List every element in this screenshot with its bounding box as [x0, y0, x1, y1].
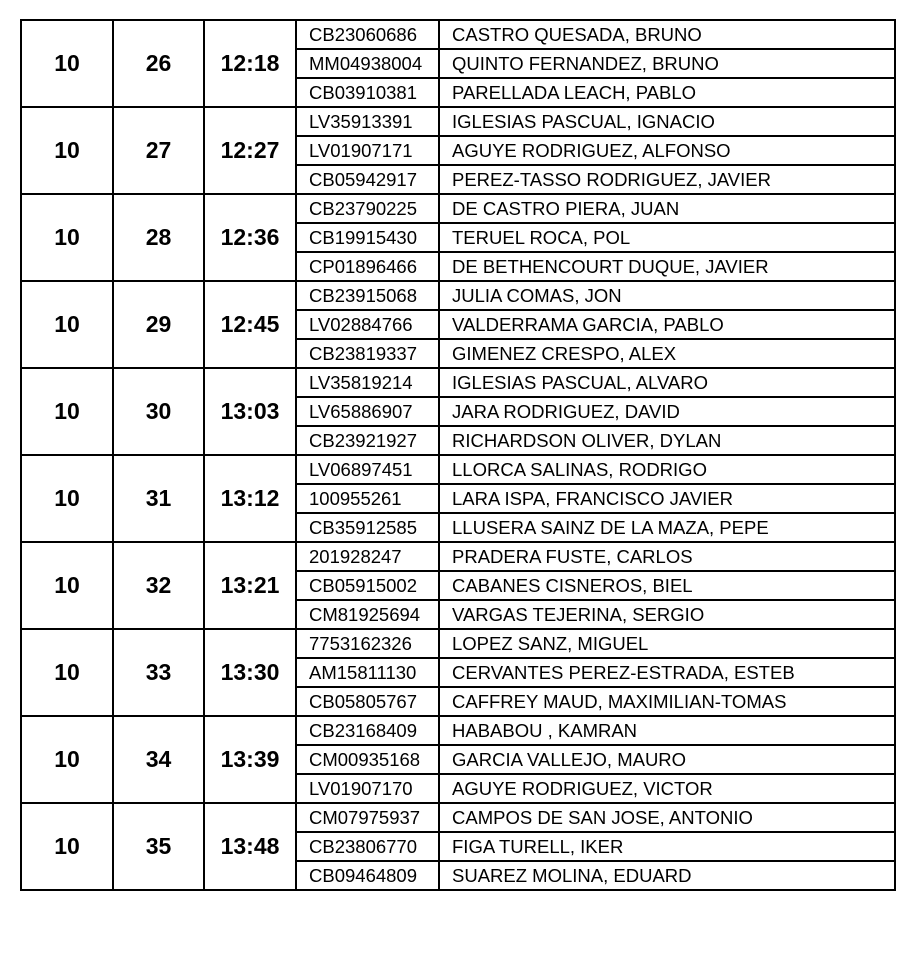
license-id-cell: MM04938004: [296, 49, 439, 78]
table-row: [21, 368, 895, 397]
time-cell: 13:48: [204, 803, 296, 890]
table-row: [21, 803, 895, 832]
player-name-cell: VARGAS TEJERINA, SERGIO: [439, 600, 895, 629]
player-name-cell: SUAREZ MOLINA, EDUARD: [439, 861, 895, 890]
player-name-cell: FIGA TURELL, IKER: [439, 832, 895, 861]
license-id-cell: CB05942917: [296, 165, 439, 194]
group-number-cell: 10: [21, 107, 113, 194]
license-id-cell: CB23915068: [296, 281, 439, 310]
license-id-cell: CB23819337: [296, 339, 439, 368]
time-cell: 12:45: [204, 281, 296, 368]
entry-number-cell: 27: [113, 107, 204, 194]
time-cell: 13:30: [204, 629, 296, 716]
license-id-cell: LV06897451: [296, 455, 439, 484]
license-id-cell: CB23921927: [296, 426, 439, 455]
license-id-cell: LV01907171: [296, 136, 439, 165]
table-row: [21, 542, 895, 571]
license-id-cell: CB23806770: [296, 832, 439, 861]
player-name-cell: PRADERA FUSTE, CARLOS: [439, 542, 895, 571]
player-name-cell: LARA ISPA, FRANCISCO JAVIER: [439, 484, 895, 513]
group-number-cell: 10: [21, 803, 113, 890]
license-id-cell: CB23790225: [296, 194, 439, 223]
player-name-cell: PARELLADA LEACH, PABLO: [439, 78, 895, 107]
player-name-cell: HABABOU , KAMRAN: [439, 716, 895, 745]
entry-number-cell: 34: [113, 716, 204, 803]
player-name-cell: TERUEL ROCA, POL: [439, 223, 895, 252]
license-id-cell: CB05805767: [296, 687, 439, 716]
time-cell: 13:21: [204, 542, 296, 629]
schedule-body: [21, 20, 895, 890]
player-name-cell: DE BETHENCOURT DUQUE, JAVIER: [439, 252, 895, 281]
table-row: [21, 20, 895, 49]
license-id-cell: 201928247: [296, 542, 439, 571]
table-row: [21, 194, 895, 223]
time-cell: 12:36: [204, 194, 296, 281]
schedule-table: [20, 19, 896, 891]
license-id-cell: AM15811130: [296, 658, 439, 687]
time-cell: 13:12: [204, 455, 296, 542]
license-id-cell: LV35913391: [296, 107, 439, 136]
license-id-cell: CB09464809: [296, 861, 439, 890]
player-name-cell: IGLESIAS PASCUAL, IGNACIO: [439, 107, 895, 136]
table-row: [21, 455, 895, 484]
player-name-cell: LLUSERA SAINZ DE LA MAZA, PEPE: [439, 513, 895, 542]
entry-number-cell: 29: [113, 281, 204, 368]
group-number-cell: 10: [21, 542, 113, 629]
license-id-cell: CB05915002: [296, 571, 439, 600]
license-id-cell: 7753162326: [296, 629, 439, 658]
player-name-cell: IGLESIAS PASCUAL, ALVARO: [439, 368, 895, 397]
player-name-cell: JARA RODRIGUEZ, DAVID: [439, 397, 895, 426]
player-name-cell: GIMENEZ CRESPO, ALEX: [439, 339, 895, 368]
player-name-cell: CAFFREY MAUD, MAXIMILIAN-TOMAS: [439, 687, 895, 716]
group-number-cell: 10: [21, 20, 113, 107]
entry-number-cell: 26: [113, 20, 204, 107]
table-row: [21, 629, 895, 658]
player-name-cell: CERVANTES PEREZ-ESTRADA, ESTEB: [439, 658, 895, 687]
time-cell: 12:27: [204, 107, 296, 194]
license-id-cell: LV02884766: [296, 310, 439, 339]
entry-number-cell: 35: [113, 803, 204, 890]
player-name-cell: JULIA COMAS, JON: [439, 281, 895, 310]
player-name-cell: AGUYE RODRIGUEZ, ALFONSO: [439, 136, 895, 165]
entry-number-cell: 28: [113, 194, 204, 281]
time-cell: 12:18: [204, 20, 296, 107]
player-name-cell: PEREZ-TASSO RODRIGUEZ, JAVIER: [439, 165, 895, 194]
entry-number-cell: 33: [113, 629, 204, 716]
license-id-cell: CM07975937: [296, 803, 439, 832]
table-row: [21, 716, 895, 745]
group-number-cell: 10: [21, 368, 113, 455]
player-name-cell: LLORCA SALINAS, RODRIGO: [439, 455, 895, 484]
table-row: [21, 107, 895, 136]
license-id-cell: 100955261: [296, 484, 439, 513]
license-id-cell: LV35819214: [296, 368, 439, 397]
license-id-cell: LV65886907: [296, 397, 439, 426]
player-name-cell: CAMPOS DE SAN JOSE, ANTONIO: [439, 803, 895, 832]
license-id-cell: LV01907170: [296, 774, 439, 803]
entry-number-cell: 30: [113, 368, 204, 455]
group-number-cell: 10: [21, 194, 113, 281]
time-cell: 13:39: [204, 716, 296, 803]
license-id-cell: CM00935168: [296, 745, 439, 774]
license-id-cell: CB23060686: [296, 20, 439, 49]
group-number-cell: 10: [21, 629, 113, 716]
player-name-cell: DE CASTRO PIERA, JUAN: [439, 194, 895, 223]
player-name-cell: RICHARDSON OLIVER, DYLAN: [439, 426, 895, 455]
player-name-cell: LOPEZ SANZ, MIGUEL: [439, 629, 895, 658]
entry-number-cell: 31: [113, 455, 204, 542]
license-id-cell: CB23168409: [296, 716, 439, 745]
player-name-cell: VALDERRAMA GARCIA, PABLO: [439, 310, 895, 339]
license-id-cell: CP01896466: [296, 252, 439, 281]
group-number-cell: 10: [21, 716, 113, 803]
table-row: [21, 281, 895, 310]
license-id-cell: CB19915430: [296, 223, 439, 252]
entry-number-cell: 32: [113, 542, 204, 629]
license-id-cell: CB03910381: [296, 78, 439, 107]
group-number-cell: 10: [21, 281, 113, 368]
group-number-cell: 10: [21, 455, 113, 542]
player-name-cell: CABANES CISNEROS, BIEL: [439, 571, 895, 600]
player-name-cell: AGUYE RODRIGUEZ, VICTOR: [439, 774, 895, 803]
player-name-cell: GARCIA VALLEJO, MAURO: [439, 745, 895, 774]
player-name-cell: QUINTO FERNANDEZ, BRUNO: [439, 49, 895, 78]
license-id-cell: CM81925694: [296, 600, 439, 629]
player-name-cell: CASTRO QUESADA, BRUNO: [439, 20, 895, 49]
time-cell: 13:03: [204, 368, 296, 455]
license-id-cell: CB35912585: [296, 513, 439, 542]
